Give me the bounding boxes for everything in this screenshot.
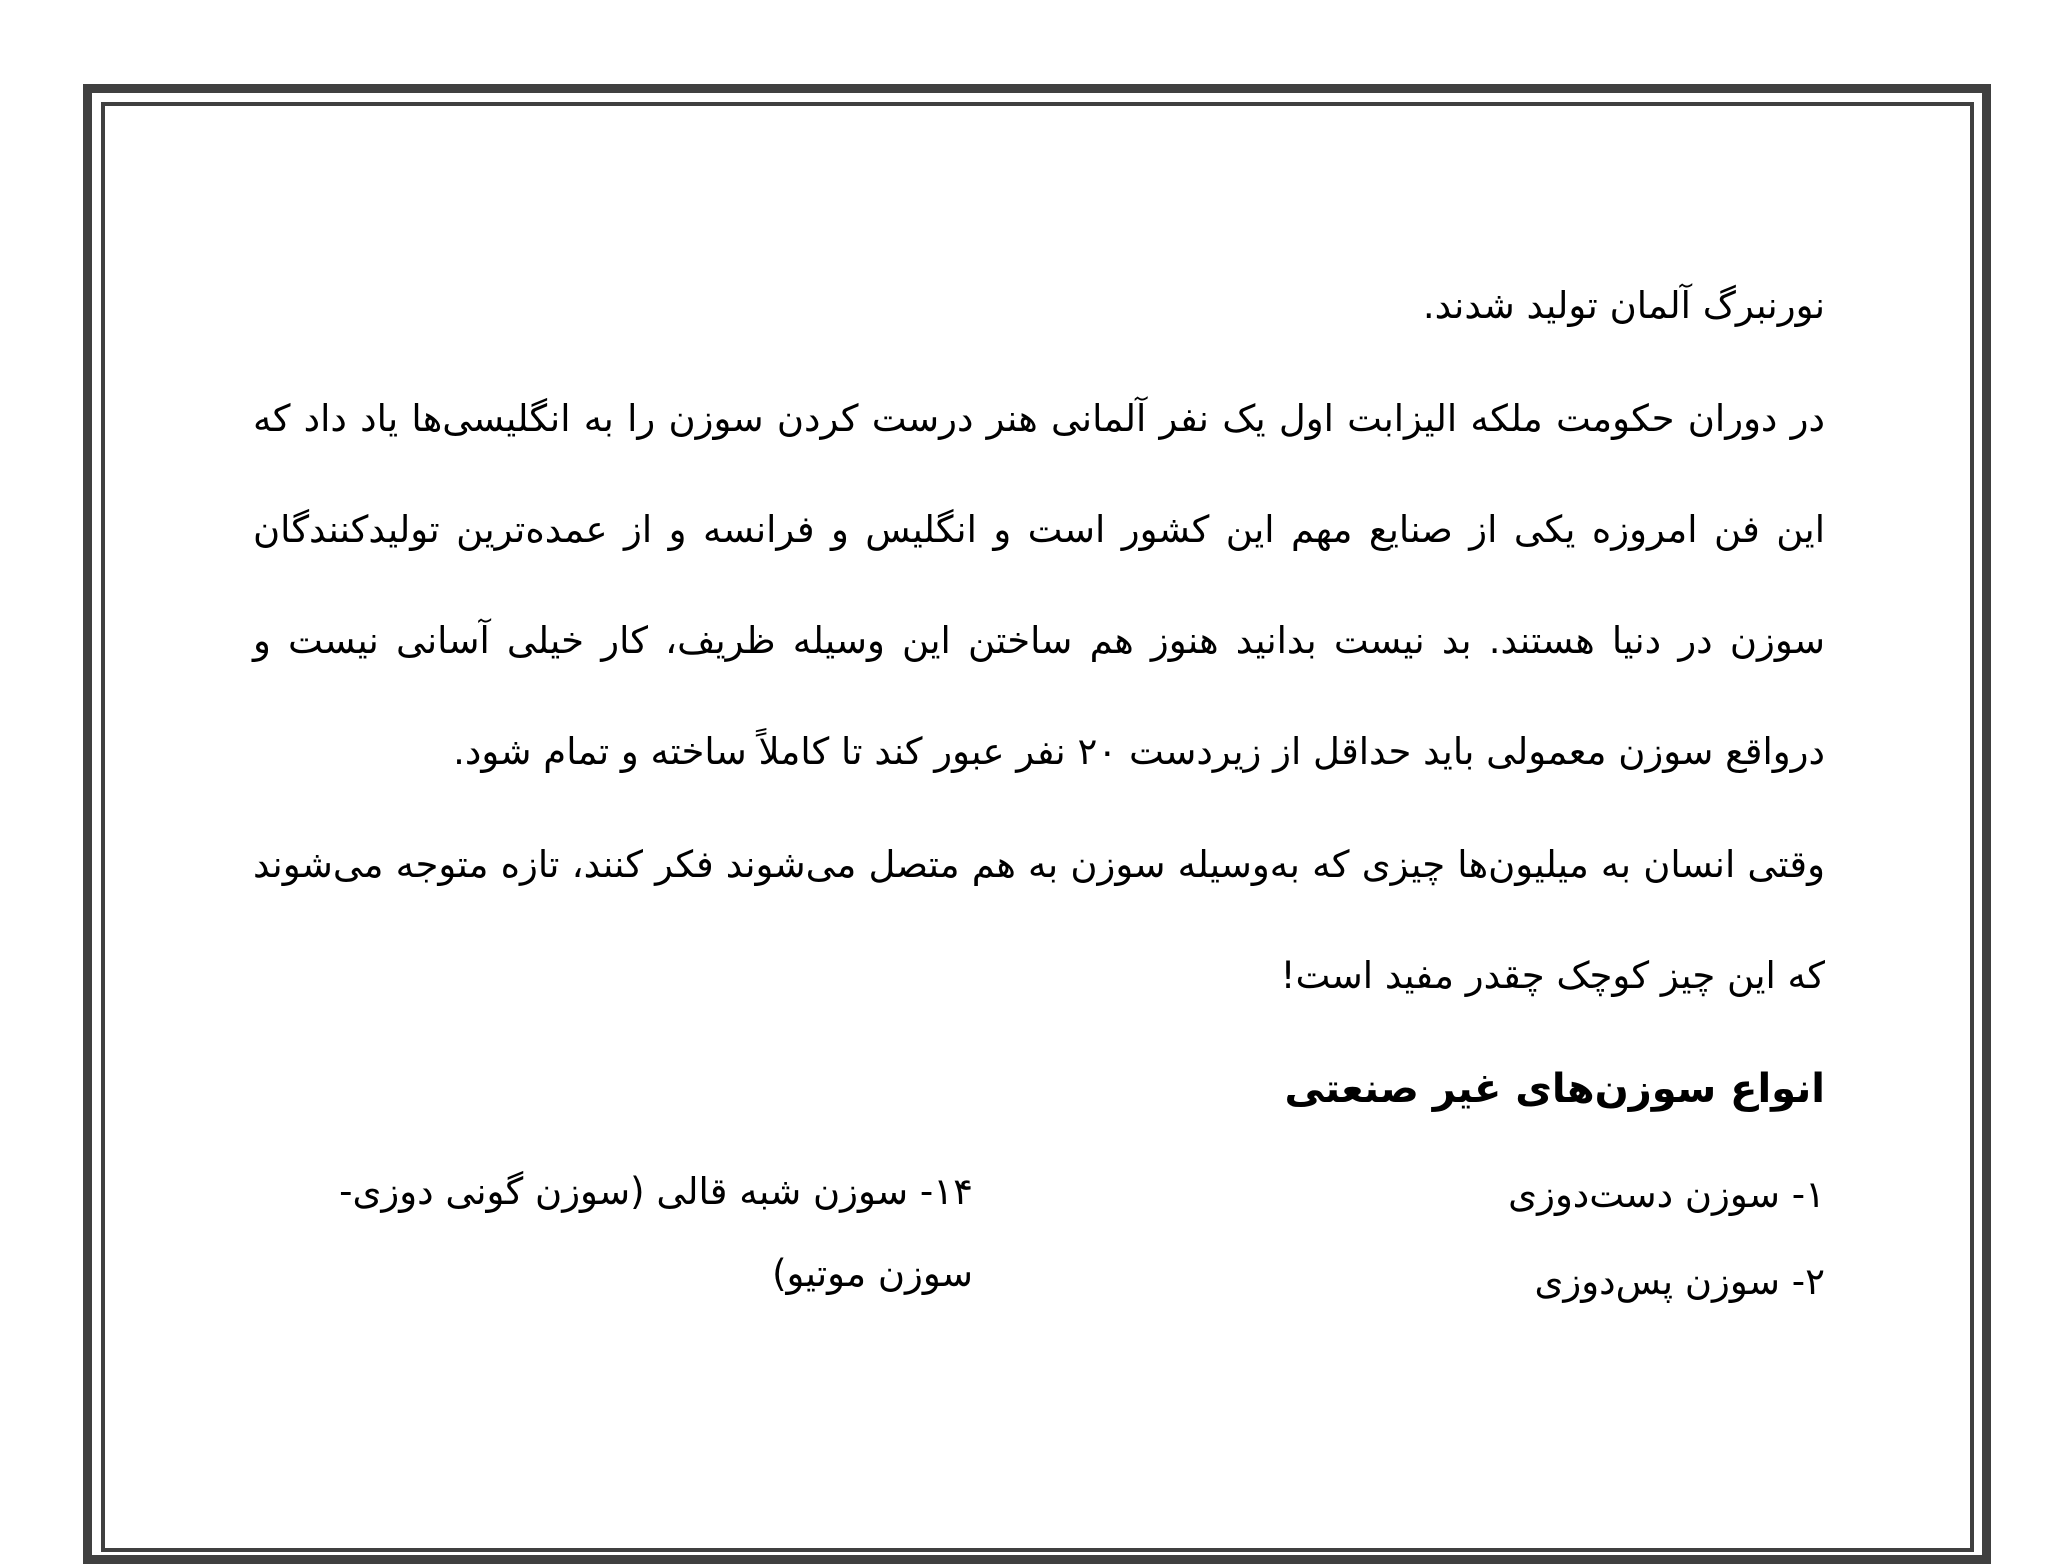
list-column-left (253, 1151, 973, 1325)
section-heading: انواع سوزن‌های غیر صنعتی (1284, 1066, 1825, 1112)
paragraph-1: نورنبرگ آلمان تولید شدند. (1422, 284, 1825, 327)
list-item: ۲- سوزن پس‌دوزی (1534, 1260, 1825, 1303)
paragraph-3: وقتی انسان به میلیون‌ها چیزی که به‌وسیله سوزن به هم متصل می‌شوند فکر کنند، تازه متوجه می‌شوند که این چیز کوچک چقدر مفید است! (253, 843, 1825, 997)
list-column-right (1105, 1151, 1825, 1325)
needle-types-list (253, 1151, 1825, 1325)
list-item: ۱۴- سوزن شبه قالی (سوزن گونی دوزی- سوزن موتیو) (339, 1170, 973, 1295)
document-body (253, 250, 1825, 1325)
paragraph-2: در دوران حکومت ملکه الیزابت اول یک نفر آلمانی هنر درست کردن سوزن را به انگلیسی‌ها یاد داد که این فن امروزه یکی از صنایع مهم این کشور است و انگلیس و فرانسه و از عمده‌ترین تولیدکنندگان سوزن در دنیا هستند. بد نیست بدانید هنوز هم ساختن این وسیله ظریف، کار خیلی آسانی نیست و درواقع سوزن معمولی باید حداقل از زیردست ۲۰ نفر عبور کند تا کاملاً ساخته و تمام شود. (253, 397, 1825, 773)
list-item: ۱- سوزن دست‌دوزی (1508, 1173, 1825, 1216)
